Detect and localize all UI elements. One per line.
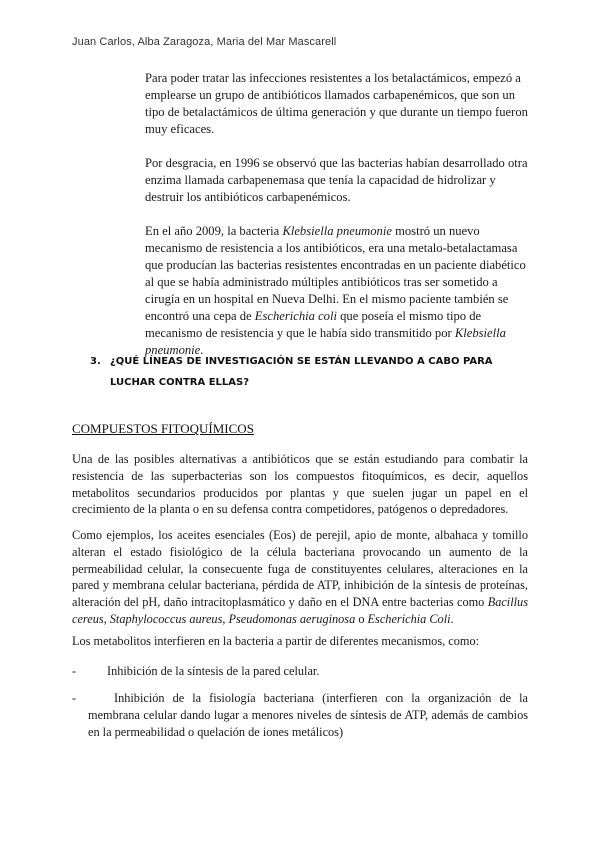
running-header-authors: Juan Carlos, Alba Zaragoza, Maria del Mar Mascarell [72, 36, 337, 48]
species-name: Escherichia Coli [367, 611, 451, 626]
body-paragraph-essential-oils [72, 527, 528, 628]
body-paragraph-mechanisms: Los metabolitos interfieren en la bacteria a partir de diferentes mecanismos, como: [72, 634, 480, 648]
bullet-marker: - [72, 664, 77, 678]
bullet-item-cell-wall [72, 663, 528, 680]
intro-section [145, 70, 530, 376]
text-run: En el año 2009, la bacteria [145, 224, 283, 238]
text-run: o [355, 611, 368, 626]
text-run: Como ejemplos, los aceites esenciales (Eos) de perejil, apio de monte, albahaca y tomillo alteran el estado fisiológico de la célula bacteriana provocando un aumento de la permeabilidad celular, la consecuente fuga de constituyentes celulares, alteraciones en la pared y membrana celular bacteriana, pérdida de ATP, inhibición de la síntesis de proteínas, alteración del pH, daño intracitoplasmático y daño en el DNA entre bacterias como [72, 528, 528, 610]
text-run: que poseía el mismo tipo de mecanismo de resistencia y que le había sido transmitido por [145, 309, 482, 340]
section-number: 3. [90, 356, 101, 367]
subheading-phytochemicals: COMPUESTOS FITOQUÍMICOS [72, 421, 254, 436]
bullet-marker: - [72, 691, 77, 705]
species-name: Klebsiella pneumonie [145, 326, 506, 357]
section-heading [90, 351, 540, 393]
species-list: Bacillus cereus, Staphylococcus aureus, Pseudomonas aeruginosa [72, 595, 528, 626]
intro-paragraph-carbapenems: Para poder tratar las infecciones resistentes a los betalactámicos, empezó a emplearse un grupo de antibióticos llamados carbapenémicos, que son un tipo de betalactámicos de última generación y que durante un tiempo fueron muy eficaces. [145, 71, 528, 136]
intro-paragraph-carbapenemase: Por desgracia, en 1996 se observó que las bacterias habían desarrollado otra enzima llamada carbapenemasa que tenía la capacidad de hidrolizar y destruir los antibióticos carbapenémicos. [145, 156, 528, 204]
intro-paragraph-klebsiella [145, 223, 530, 359]
text-run: . [450, 611, 454, 626]
species-name: Klebsiella pneumonie [282, 224, 392, 238]
bullet-item-physiology [72, 690, 528, 740]
bullet-text: Inhibición de la síntesis de la pared celular. [107, 664, 320, 678]
species-name: Escherichia coli [254, 309, 337, 323]
text-run: mostró un nuevo mecanismo de resistencia a los antibióticos, era una metalo-betalactamasa que producían las bacterias resistentes encontradas en un paciente diabético al que se había administrado múltiples antibióticos tras ser sometido a cirugía en un hospital en Nueva Delhi. En el mismo paciente también se encontró una cepa de [145, 224, 526, 323]
text-run: . [200, 343, 204, 357]
section-title: ¿QUÉ LÍNEAS DE INVESTIGACIÓN SE ESTÁN LLEVANDO A CABO PARA LUCHAR CONTRA ELLAS? [110, 356, 493, 388]
bullet-text: Inhibición de la fisiología bacteriana (interfieren con la organización de la membrana celular dando lugar a menores niveles de síntesis de ATP, además de cambios en la permeabilidad o quelación de iones metálicos) [88, 691, 528, 739]
body-paragraph-alternatives: Una de las posibles alternativas a antibióticos que se están estudiando para combatir la resistencia de las superbacterias son los compuestos fitoquímicos, es decir, aquellos metabolitos secundarios producidos por plantas y que suelen jugar un papel en el crecimiento de la planta o en su defensa contra competidores, patógenos o depredadores. [72, 452, 528, 517]
